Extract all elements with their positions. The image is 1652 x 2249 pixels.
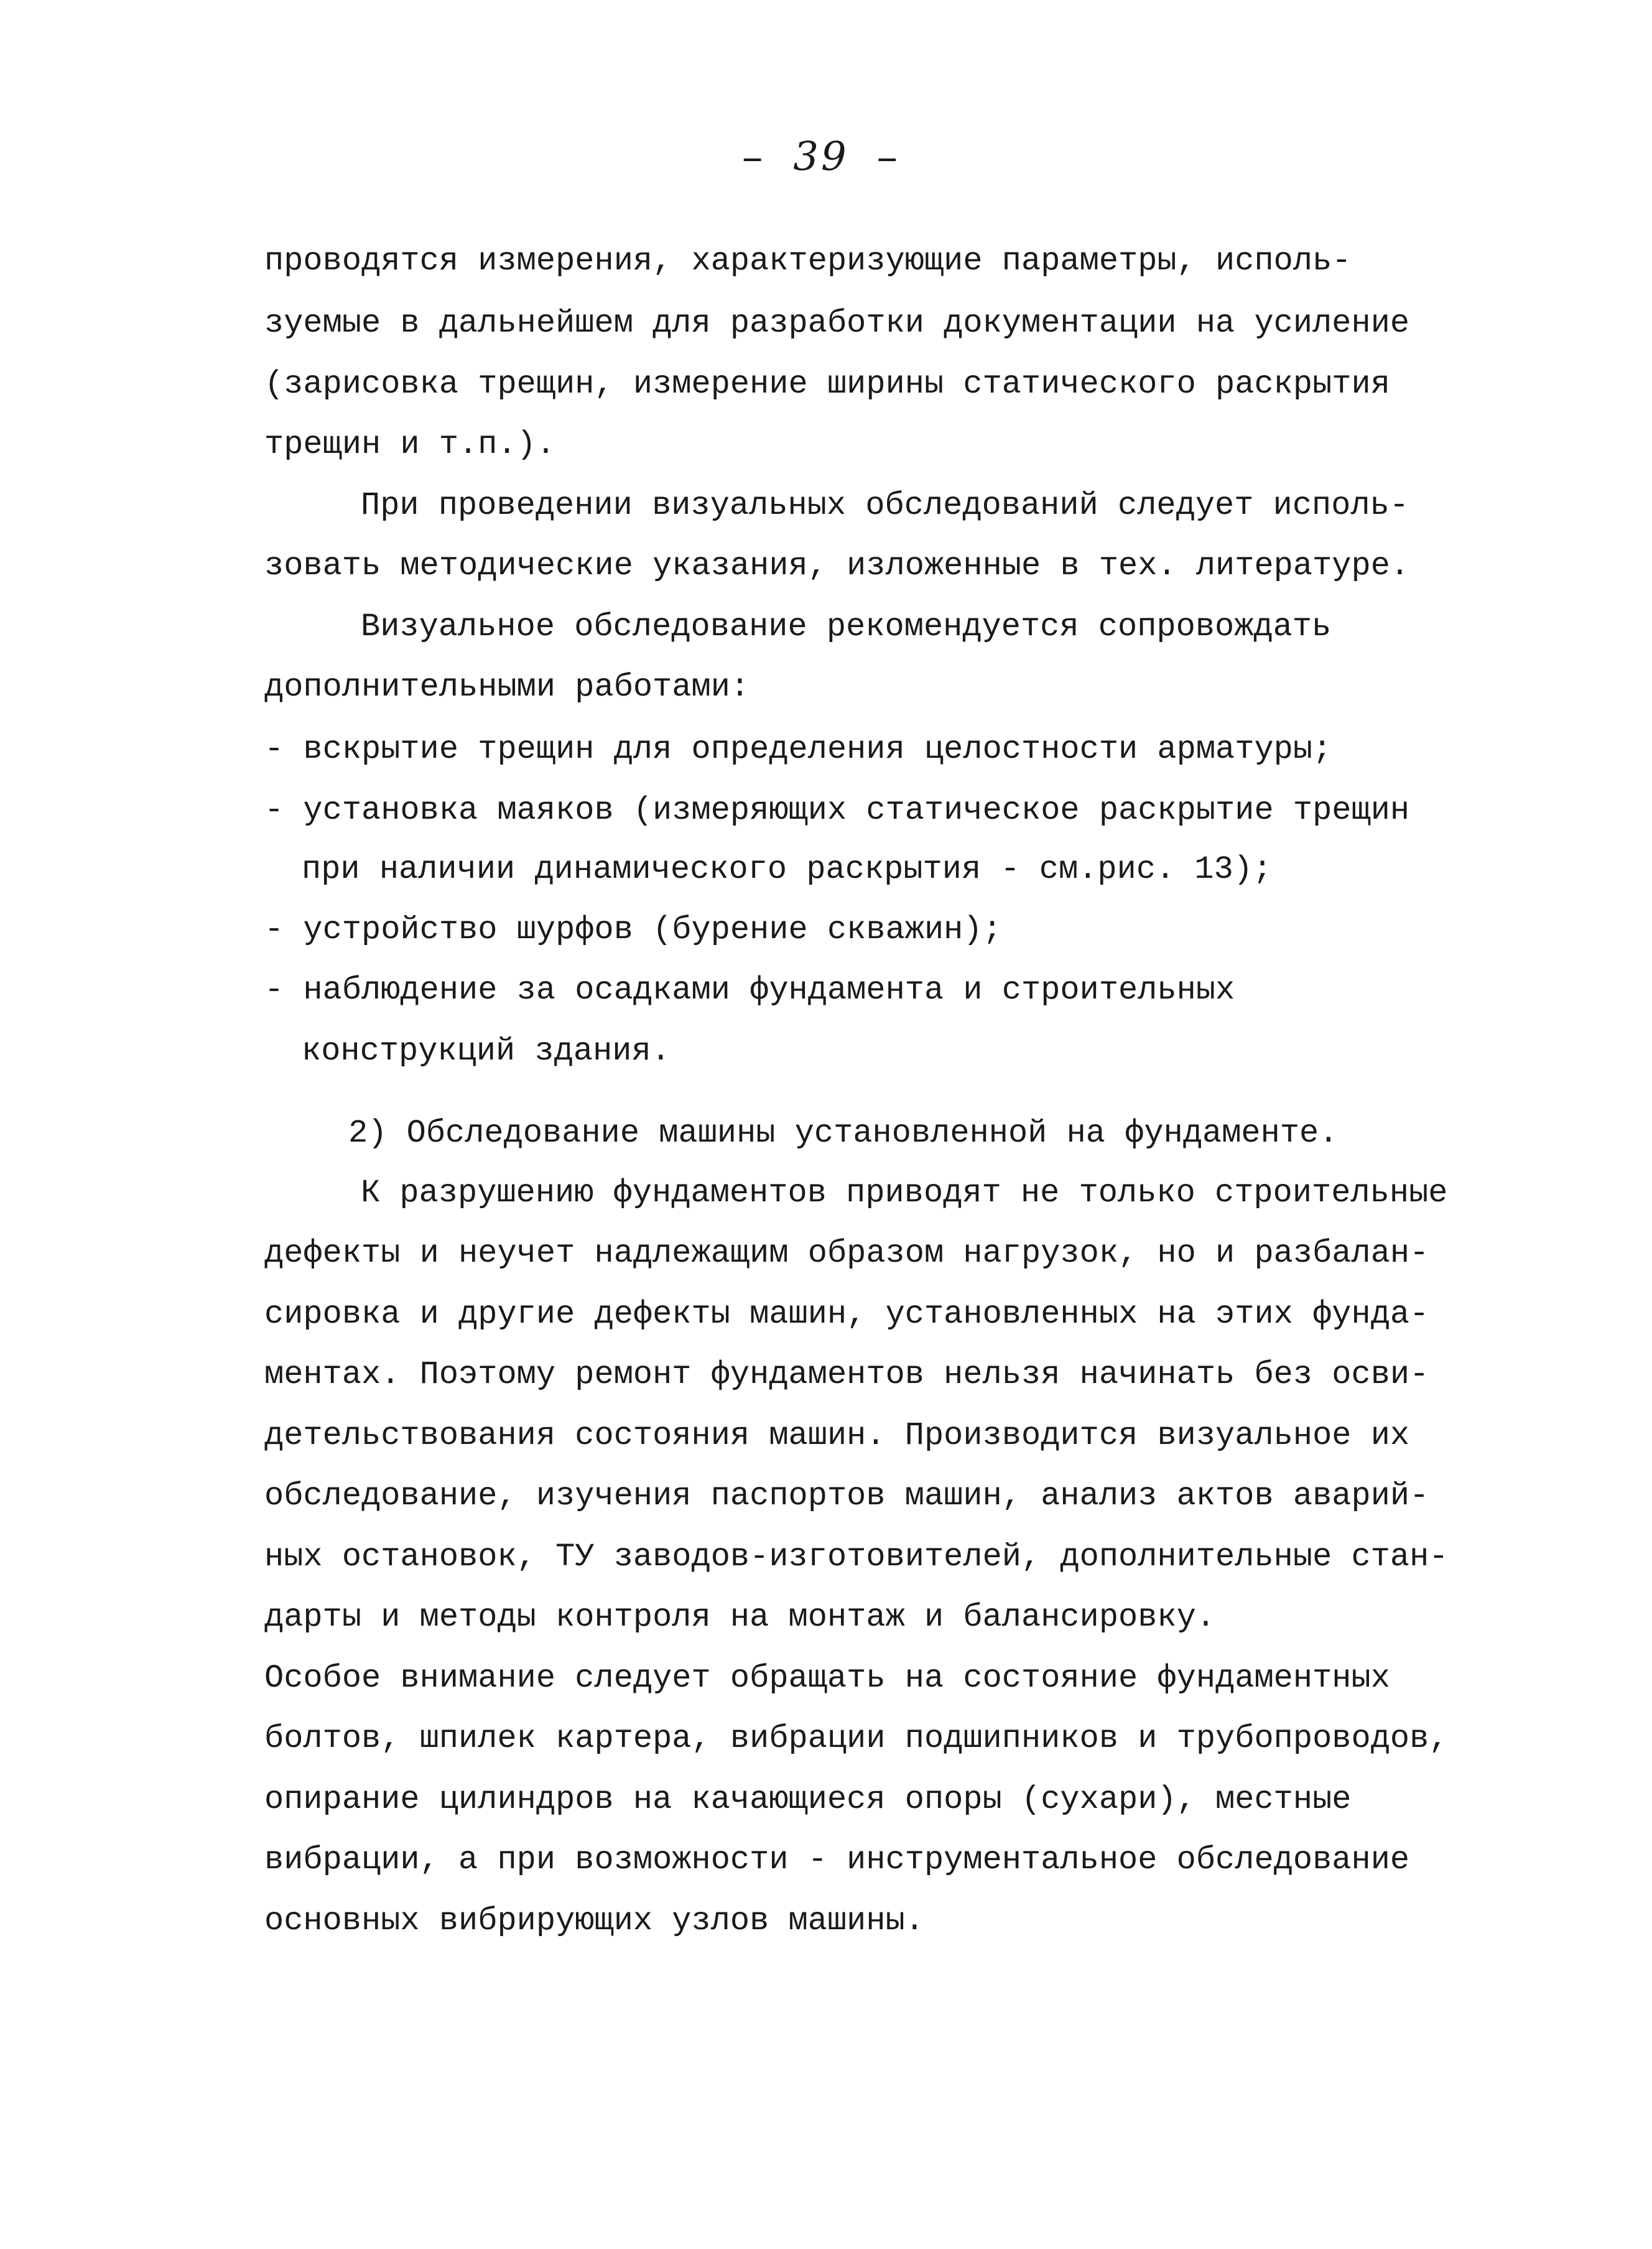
list-item-continuation: при наличии динамического раскрытия - см.рис. 13); bbox=[302, 851, 1273, 888]
text-line: трещин и т.п.). bbox=[264, 426, 556, 463]
text-line: основных вибрирующих узлов машины. bbox=[264, 1902, 924, 1939]
list-item: - устройство шурфов (бурение скважин); bbox=[264, 911, 1002, 948]
list-item: - наблюдение за осадками фундамента и строительных bbox=[264, 972, 1235, 1008]
text-line: опирание цилиндров на качающиеся опоры (сухари), местные bbox=[264, 1781, 1352, 1818]
text-line: ментах. Поэтому ремонт фундаментов нельзя начинать без осви- bbox=[264, 1356, 1429, 1393]
list-item: - установка маяков (измеряющих статическое раскрытие трещин bbox=[264, 792, 1410, 829]
text-line: вибрации, а при возможности - инструментальное обследование bbox=[264, 1842, 1410, 1878]
text-line: сировка и другие дефекты машин, установленных на этих фунда- bbox=[264, 1296, 1429, 1333]
text-line: дефекты и неучет надлежащим образом нагрузок, но и разбалан- bbox=[264, 1235, 1429, 1272]
list-item: - вскрытие трещин для определения целостности арматуры; bbox=[264, 731, 1332, 768]
text-line: Особое внимание следует обращать на состояние фундаментных bbox=[264, 1660, 1390, 1697]
text-line: проводятся измерения, характеризующие параметры, исполь- bbox=[264, 243, 1352, 279]
page-number-value: 39 bbox=[793, 134, 849, 180]
text-line: зовать методические указания, изложенные в тех. литературе. bbox=[264, 547, 1410, 584]
text-line: детельствования состояния машин. Производится визуальное их bbox=[264, 1417, 1410, 1454]
text-line: болтов, шпилек картера, вибрации подшипников и трубопроводов, bbox=[264, 1720, 1449, 1757]
text-line: При проведении визуальных обследований следует исполь- bbox=[361, 487, 1409, 524]
text-line: дарты и методы контроля на монтаж и балансировку. bbox=[264, 1599, 1216, 1636]
page-number: – 39 – bbox=[740, 134, 902, 182]
text-line: дополнительными работами: bbox=[264, 669, 750, 705]
text-line: Визуальное обследование рекомендуется сопровождать bbox=[361, 608, 1332, 645]
text-line: ных остановок, ТУ заводов-изготовителей, дополнительные стан- bbox=[264, 1539, 1449, 1575]
list-item-continuation: конструкций здания. bbox=[302, 1033, 671, 1069]
text-line: обследование, изучения паспортов машин, анализ актов аварий- bbox=[264, 1478, 1429, 1514]
text-line: К разрушению фундаментов приводят не только строительные bbox=[361, 1175, 1448, 1211]
section-heading: 2) Обследование машины установленной на фундаменте. bbox=[348, 1115, 1339, 1152]
text-line: (зарисовка трещин, измерение ширины статического раскрытия bbox=[264, 366, 1390, 403]
text-line: зуемые в дальнейшем для разработки документации на усиление bbox=[264, 305, 1410, 342]
